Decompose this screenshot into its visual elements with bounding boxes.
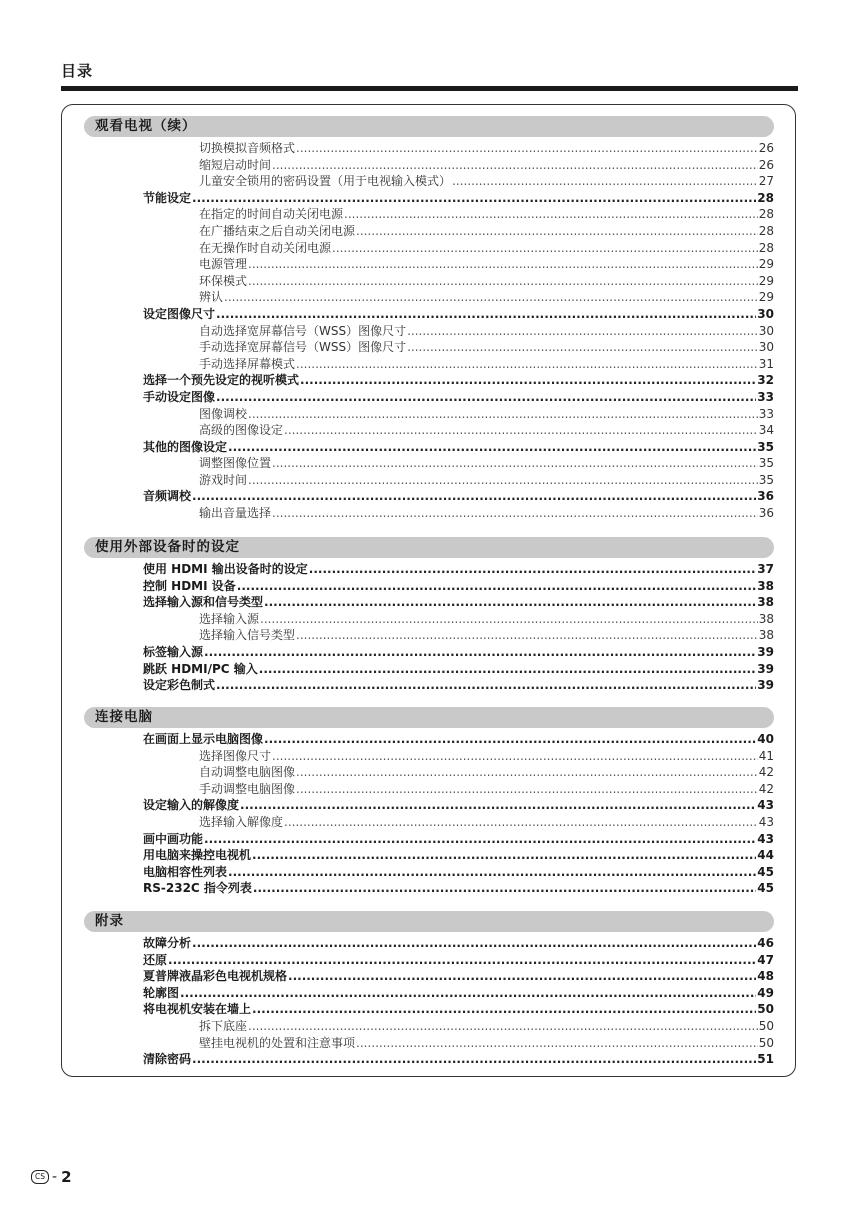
toc-section [84,911,774,1068]
toc-entry-title: 标签输入源 [143,644,204,659]
toc-entry-title: 设定输入的解像度 [143,798,240,813]
toc-entry-title: 电脑相容性列表 [143,864,228,879]
dot-leader [252,847,756,864]
section-header: 观看电视（续） [84,116,774,137]
toc-entry[interactable] [143,661,774,678]
toc-entry-page: 36 [757,489,774,504]
toc-entry-title: 将电视机安装在墙上 [143,1002,252,1017]
toc-entry-page: 28 [757,190,774,205]
toc-entry-page: 38 [757,578,774,593]
toc-entry[interactable] [143,488,774,505]
toc-entry-title: 用电脑来操控电视机 [143,848,252,863]
toc-entry[interactable] [143,952,774,969]
toc-entry-title: 输出音量选择 [199,506,272,521]
dot-leader [253,880,756,897]
section-entries [84,935,774,1068]
toc-entry-page: 27 [758,174,774,189]
toc-entry-page: 42 [758,765,774,780]
toc-entry[interactable] [143,422,774,439]
section-header: 连接电脑 [84,707,774,728]
toc-entry-page: 45 [757,881,774,896]
toc-entry-page: 46 [757,936,774,950]
toc-entry[interactable] [143,439,774,456]
toc-entry-page: 39 [757,644,774,659]
toc-entry[interactable] [143,1001,774,1018]
toc-entry-title: 选择输入解像度 [199,814,284,829]
page-title: 目录 [61,62,94,80]
dot-leader [192,488,756,505]
toc-entry-page: 32 [757,373,774,388]
toc-entry-title: 在无操作时自动关闭电源 [199,240,332,255]
toc-entry-title: 轮廓图 [143,985,180,1000]
toc-entry-title: 跳跃 HDMI/PC 输入 [143,661,258,676]
toc-entry-page: 45 [757,864,774,879]
toc-entry-page: 39 [757,678,774,693]
toc-entry-title: 画中画功能 [143,831,204,846]
toc-entry[interactable] [143,406,774,423]
toc-entry[interactable] [143,968,774,985]
toc-entry-page: 40 [757,732,774,746]
dot-leader [407,323,758,340]
toc-entry[interactable] [143,505,774,522]
toc-entry-page: 39 [757,661,774,676]
toc-entry-title: 在画面上显示电脑图像 [143,732,264,746]
toc-entry[interactable] [143,206,774,223]
toc-entry[interactable] [143,797,774,814]
dot-leader [216,389,756,406]
dot-leader [248,1018,758,1035]
dot-leader [204,831,756,848]
toc-entry[interactable] [143,847,774,864]
toc-entry[interactable] [143,273,774,290]
toc-entry-title: 环保模式 [199,273,248,288]
toc-entry-page: 35 [758,456,774,471]
toc-entry-title: 夏普牌液晶彩色电视机规格 [143,969,288,984]
toc-entry-title: 设定图像尺寸 [143,306,216,321]
toc-entry[interactable] [143,140,774,157]
page-footer [31,1168,72,1186]
toc-entry-page: 28 [758,240,774,255]
toc-entry[interactable] [143,323,774,340]
dot-leader [407,339,758,356]
toc-entry-page: 34 [758,423,774,438]
toc-entry-page: 26 [758,141,774,155]
toc-entry-page: 38 [758,611,774,626]
toc-entry-page: 42 [758,781,774,796]
dot-leader [228,864,756,881]
toc-entry-page: 50 [758,1035,774,1050]
dot-leader [192,935,756,952]
toc-entry-title: 设定彩色制式 [143,678,216,693]
toc-entry-title: 还原 [143,952,168,967]
toc-entry-title: 手动调整电脑图像 [199,781,296,796]
dot-leader [332,240,758,257]
page-number: 2 [61,1168,72,1186]
dot-leader [192,190,756,207]
toc-entry-title: RS-232C 指令列表 [143,881,252,896]
toc-entry[interactable] [143,356,774,373]
dot-leader [260,611,758,628]
toc-section [84,116,774,522]
dot-leader [216,677,756,694]
toc-entry-page: 29 [758,290,774,305]
toc-entry-title: 高级的图像设定 [199,423,284,438]
toc-entry-title: 缩短启动时间 [199,157,272,172]
dot-leader [192,1051,756,1068]
dot-leader [168,952,756,969]
toc-entry[interactable] [143,173,774,190]
dot-leader [296,764,758,781]
dot-leader [264,731,756,748]
section-entries [84,731,774,897]
toc-entry-title: 调整图像位置 [199,456,272,471]
toc-entry-page: 51 [757,1052,774,1067]
toc-entry-title: 拆下底座 [199,1018,248,1033]
toc-entry[interactable] [143,731,774,748]
dot-leader [272,157,758,174]
toc-entry[interactable] [143,831,774,848]
section-header: 使用外部设备时的设定 [84,537,774,558]
toc-entry[interactable] [143,157,774,174]
toc-entry[interactable] [143,864,774,881]
section-entries [84,561,774,694]
dot-leader [237,578,757,595]
dot-leader [248,406,758,423]
dot-leader [228,439,756,456]
dot-leader [356,1035,758,1052]
toc-entry[interactable] [143,339,774,356]
toc-entry-title: 选择输入源 [199,611,260,626]
dot-leader [288,968,756,985]
toc-entry-title: 自动调整电脑图像 [199,765,296,780]
toc-entry[interactable] [143,190,774,207]
toc-entry-page: 29 [758,273,774,288]
toc-entry-title: 选择图像尺寸 [199,748,272,763]
toc-entry-title: 使用 HDMI 输出设备时的设定 [143,562,308,576]
toc-entry[interactable] [143,389,774,406]
toc-entry[interactable] [143,240,774,257]
dot-leader [344,206,758,223]
toc-entry[interactable] [143,677,774,694]
toc-entry-page: 33 [757,389,774,404]
dot-leader [296,781,758,798]
toc-entry-title: 音频调校 [143,489,192,504]
dot-leader [259,661,757,678]
toc-entry[interactable] [143,985,774,1002]
toc-entry-title: 自动选择宽屏幕信号（WSS）图像尺寸 [199,323,407,338]
toc-section [84,537,774,694]
toc-entry-page: 31 [758,356,774,371]
dot-leader [252,1001,756,1018]
toc-entry-page: 41 [758,748,774,763]
toc-entry-title: 清除密码 [143,1052,192,1067]
toc-entry-title: 儿童安全锁用的密码设置（用于电视输入模式） [199,174,452,189]
section-entries [84,140,774,522]
toc-entry-title: 选择输入信号类型 [199,628,296,643]
toc-entry-title: 手动设定图像 [143,389,216,404]
dot-leader [224,289,758,306]
toc-entry-page: 44 [757,848,774,863]
toc-entry[interactable] [143,306,774,323]
toc-entry[interactable] [143,561,774,578]
toc-entry-title: 选择一个预先设定的视听模式 [143,373,300,388]
dot-leader [272,505,758,522]
toc-entry-title: 节能设定 [143,190,192,205]
toc-entry[interactable] [143,256,774,273]
dot-leader [309,561,757,578]
dot-leader [180,985,756,1002]
toc-section [84,707,774,897]
toc-entry-page: 38 [757,595,774,610]
toc-entry-page: 48 [757,969,774,984]
toc-entry-title: 手动选择屏幕模式 [199,356,296,371]
toc-entry[interactable] [143,472,774,489]
toc-entry[interactable] [143,1018,774,1035]
toc-entry[interactable] [143,594,774,611]
toc-entry-page: 50 [757,1002,774,1017]
toc-entry-page: 43 [757,831,774,846]
dot-leader [284,814,758,831]
dot-leader [356,223,758,240]
dot-leader [452,173,758,190]
dot-leader [300,372,756,389]
toc-entry-page: 28 [758,223,774,238]
toc-entry[interactable] [143,935,774,952]
toc-entry-page: 49 [757,985,774,1000]
dot-leader [248,256,758,273]
dot-leader [284,422,758,439]
toc-entry-page: 29 [758,257,774,272]
toc-entry-page: 30 [757,306,774,321]
toc-entry-title: 辨认 [199,290,224,305]
dot-leader [264,594,756,611]
toc-entry-title: 选择输入源和信号类型 [143,595,264,610]
language-badge: CS [31,1170,49,1184]
toc-entry-page: 38 [758,628,774,643]
toc-entry-title: 游戏时间 [199,472,248,487]
toc-entry-page: 35 [758,472,774,487]
toc-entry-title: 故障分析 [143,936,192,950]
toc-entry[interactable] [143,764,774,781]
toc-entry-page: 36 [758,506,774,521]
toc-entry-page: 30 [758,323,774,338]
toc-entry[interactable] [143,289,774,306]
toc-entry[interactable] [143,611,774,628]
footer-separator: - [52,1169,58,1185]
dot-leader [296,627,758,644]
dot-leader [272,748,758,765]
toc-entry[interactable] [143,455,774,472]
toc-entry[interactable] [143,781,774,798]
toc-entry[interactable] [143,627,774,644]
dot-leader [248,472,758,489]
toc-entry-title: 控制 HDMI 设备 [143,578,236,593]
toc-entry-page: 37 [757,562,774,576]
toc-entry-page: 28 [758,207,774,222]
title-rule [61,86,798,91]
dot-leader [248,273,758,290]
toc-entry[interactable] [143,223,774,240]
toc-entry-title: 在广播结束之后自动关闭电源 [199,223,356,238]
dot-leader [272,455,758,472]
section-header: 附录 [84,911,774,932]
toc-entry-title: 图像调校 [199,406,248,421]
toc-entry-title: 手动选择宽屏幕信号（WSS）图像尺寸 [199,340,407,355]
toc-entry-title: 其他的图像设定 [143,439,228,454]
toc-entry-page: 43 [758,814,774,829]
dot-leader [216,306,756,323]
toc-entry[interactable] [143,372,774,389]
toc-entry-title: 电源管理 [199,257,248,272]
toc-entry-page: 35 [757,439,774,454]
dot-leader [204,644,756,661]
toc-entry-page: 50 [758,1018,774,1033]
toc-entry-page: 30 [758,340,774,355]
toc-entry[interactable] [143,880,774,897]
toc-entry-title: 在指定的时间自动关闭电源 [199,207,344,222]
dot-leader [296,140,758,157]
toc-entry[interactable] [143,814,774,831]
toc-entry[interactable] [143,1035,774,1052]
toc-entry-page: 43 [757,798,774,813]
dot-leader [240,797,756,814]
toc-entry-title: 壁挂电视机的处置和注意事项 [199,1035,356,1050]
toc-entry[interactable] [143,748,774,765]
toc-entry-page: 26 [758,157,774,172]
toc-entry-page: 47 [757,952,774,967]
toc-entry-title: 切换模拟音频格式 [199,141,296,155]
toc-entry[interactable] [143,644,774,661]
toc-entry[interactable] [143,1051,774,1068]
toc-entry[interactable] [143,578,774,595]
toc-entry-page: 33 [758,406,774,421]
dot-leader [296,356,758,373]
